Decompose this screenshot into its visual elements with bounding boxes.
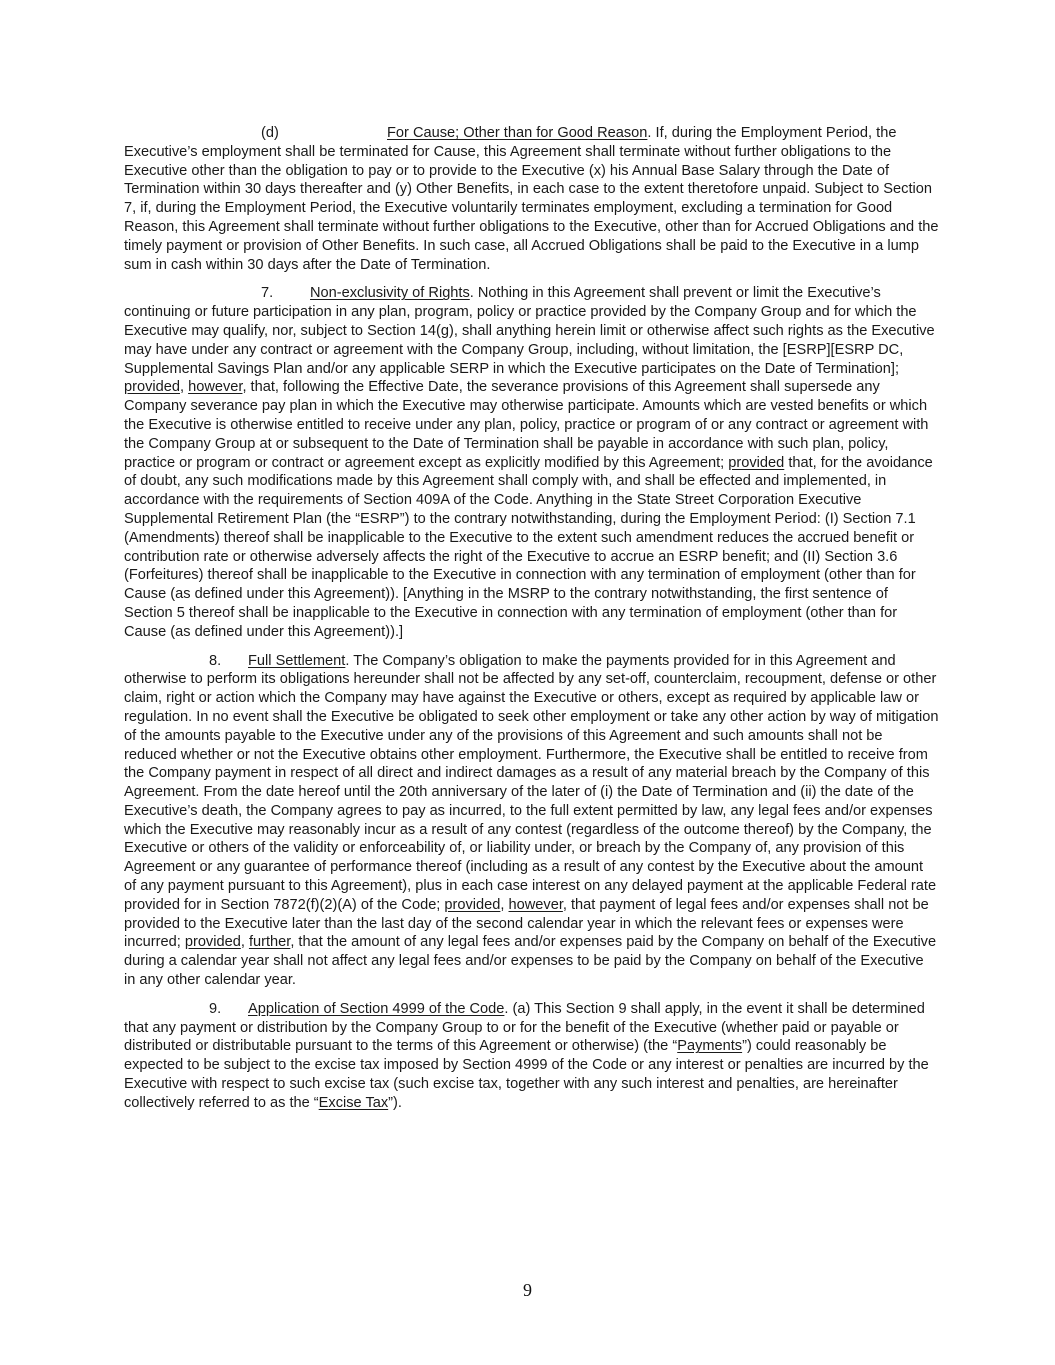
document-page (124, 124, 939, 1123)
paragraph-text: , (500, 896, 509, 913)
section-heading: Full Settlement (248, 652, 346, 669)
defined-term: provided (184, 934, 241, 951)
section-heading: Non-exclusivity of Rights (310, 285, 470, 302)
paragraph-text: , (240, 934, 249, 951)
defined-term: provided (444, 896, 501, 913)
paragraph-text: . If, during the Employment Period, the Executive’s employment shall be terminated for Cause, this Agreement shall terminate without further obligations to the Executive other than the obligation to pay or to provide to the Executive (x) his Annual Base Salary through the Date of Termination within 30 days thereafter and (y) Other Benefits, in each case to the extent theretofore unpaid. Subject to Section 7, if, during the Employment Period, the Executive voluntarily terminates employment, excluding a termination for Good Reason, this Agreement shall terminate without further obligations to the Executive, other than for Accrued Obligations and the timely payment or provision of Other Benefits. In such case, all Accrued Obligations shall be paid to the Executive in a lump sum in cash within 30 days after the Date of Termination. (124, 125, 939, 273)
section-heading: Application of Section 4999 of the Code (248, 1000, 505, 1017)
paragraph-text: . The Company’s obligation to make the payments provided for in this Agreement and otherwise to perform its obligations hereunder shall not be affected by any set-off, counterclaim, recoupment, defense or other claim, right or action which the Company may have against the Executive or others, except as required by applicable law or regulation. In no event shall the Executive be obligated to seek other employment or take any other action by way of mitigation of the amounts payable to the Executive under any of the provisions of this Agreement and such amounts shall not be reduced whether or not the Executive obtains other employment. Furthermore, the Executive shall be entitled to receive from the Company payment in respect of all direct and indirect damages as a result of any material breach by the Company of this Agreement. From the date hereof until the 20th anniversary of the later of (i) the Date of Termination and (ii) the date of the Executive’s death, the Company agrees to pay as incurred, to the full extent permitted by law, any legal fees and/or expenses which the Executive may reasonably incur as a result of any contest (regardless of the outcome thereof) by the Company, the Executive or others of the validity or enforceability of, or liability under, or breach by the Company of, any provision of this Agreement or any guarantee of performance thereof (including as a result of any contest by the Executive about the amount of any payment pursuant to this Agreement), plus in each case interest on any delayed payment at the applicable Federal rate provided for in Section 7872(f)(2)(A) of the Code; (124, 652, 939, 913)
defined-term: further (248, 934, 291, 951)
defined-term: provided (728, 454, 785, 471)
paragraph-8 (124, 652, 939, 990)
defined-term: Payments (677, 1038, 743, 1055)
paragraph-text: . (a) This Section 9 shall apply, in the event it shall be determined that any payment or distribution by the Company Group to or for the benefit of the Executive (whether paid or payable or distributed or distributable pursuant to the terms of this Agreement or otherwise) (the “ (124, 1000, 925, 1055)
section-label: (d) (261, 125, 279, 141)
paragraph-text: , that the amount of any legal fees and/or expenses paid by the Company on behalf of the Executive during a calendar year shall not affect any legal fees and/or expenses to be paid by the Company on behalf of the Executive in any other calendar year. (124, 934, 937, 989)
page-number: 9 (523, 1280, 532, 1300)
paragraph-text: , that, following the Effective Date, the severance provisions of this Agreement shall supersede any Company severance pay plan in which the Executive may otherwise participate. Amounts which are vested benefits or which the Executive is otherwise entitled to receive under any plan, policy, practice or program of or any contract or agreement with the Company Group at or subsequent to the Date of Termination shall be payable in accordance with such plan, policy, practice or program or contract or agreement except as explicitly modified by this Agreement; (124, 379, 929, 471)
section-label: 8. (209, 652, 222, 669)
paragraph-text: ”) could reasonably be expected to be subject to the excise tax imposed by Section 4999 of the Code or any interest or penalties are incurred by the Executive with respect to such excise tax (such excise tax, together with any such interest and penalties, are hereinafter collectively referred to as the “ (124, 1038, 929, 1111)
defined-term: Excise Tax (318, 1094, 389, 1111)
defined-term: provided (124, 379, 180, 396)
paragraph-6d (124, 124, 939, 274)
paragraph-text: . Nothing in this Agreement shall prevent or limit the Executive’s continuing or future participation in any plan, program, policy or practice provided by the Company Group and for which the Executive may qualify, nor, subject to Section 14(g), shall anything herein limit or otherwise affect such rights as the Executive may have under any contract or agreement with the Company Group, including, without limitation, the [ESRP][ESRP DC, Supplemental Savings Plan and/or any applicable SERP in which the Executive participates on the Date of Termination]; (124, 285, 935, 377)
defined-term: however (188, 379, 243, 396)
paragraph-text: that, for the avoidance of doubt, any such modifications made by this Agreement shall comply with, and shall be effected and implemented, in accordance with the requirements of Section 409A of the Code. Anything in the State Street Corporation Executive Supplemental Retirement Plan (the “ESRP”) to the contrary notwithstanding, during the Employment Period: (I) Section 7.1 (Amendments) thereof shall be inapplicable to the Executive to the extent such amendment reduces the accrued benefit or contribution rate or otherwise adversely affects the right of the Executive to accrue an ESRP benefit; and (II) Section 3.6 (Forfeitures) thereof shall be inapplicable to the Executive in connection with any termination of employment (other than for Cause (as defined under this Agreement)). [Anything in the MSRP to the contrary notwithstanding, the first sentence of Section 5 thereof shall be inapplicable to the Executive in connection with any termination of employment (other than for Cause (as defined under this Agreement)).] (124, 454, 933, 640)
section-heading: For Cause; Other than for Good Reason (387, 125, 648, 141)
paragraph-text: , (179, 379, 189, 396)
section-label: 7. (261, 285, 274, 302)
section-label: 9. (209, 1000, 222, 1017)
paragraph-7 (124, 284, 939, 641)
paragraph-text: , that payment of legal fees and/or expenses shall not be provided to the Executive later than the last day of the second calendar year in which the relevant fees or expenses were incurred; (124, 896, 929, 951)
paragraph-9 (124, 1000, 939, 1113)
paragraph-text: ”). (388, 1094, 402, 1111)
defined-term: however (508, 896, 563, 913)
